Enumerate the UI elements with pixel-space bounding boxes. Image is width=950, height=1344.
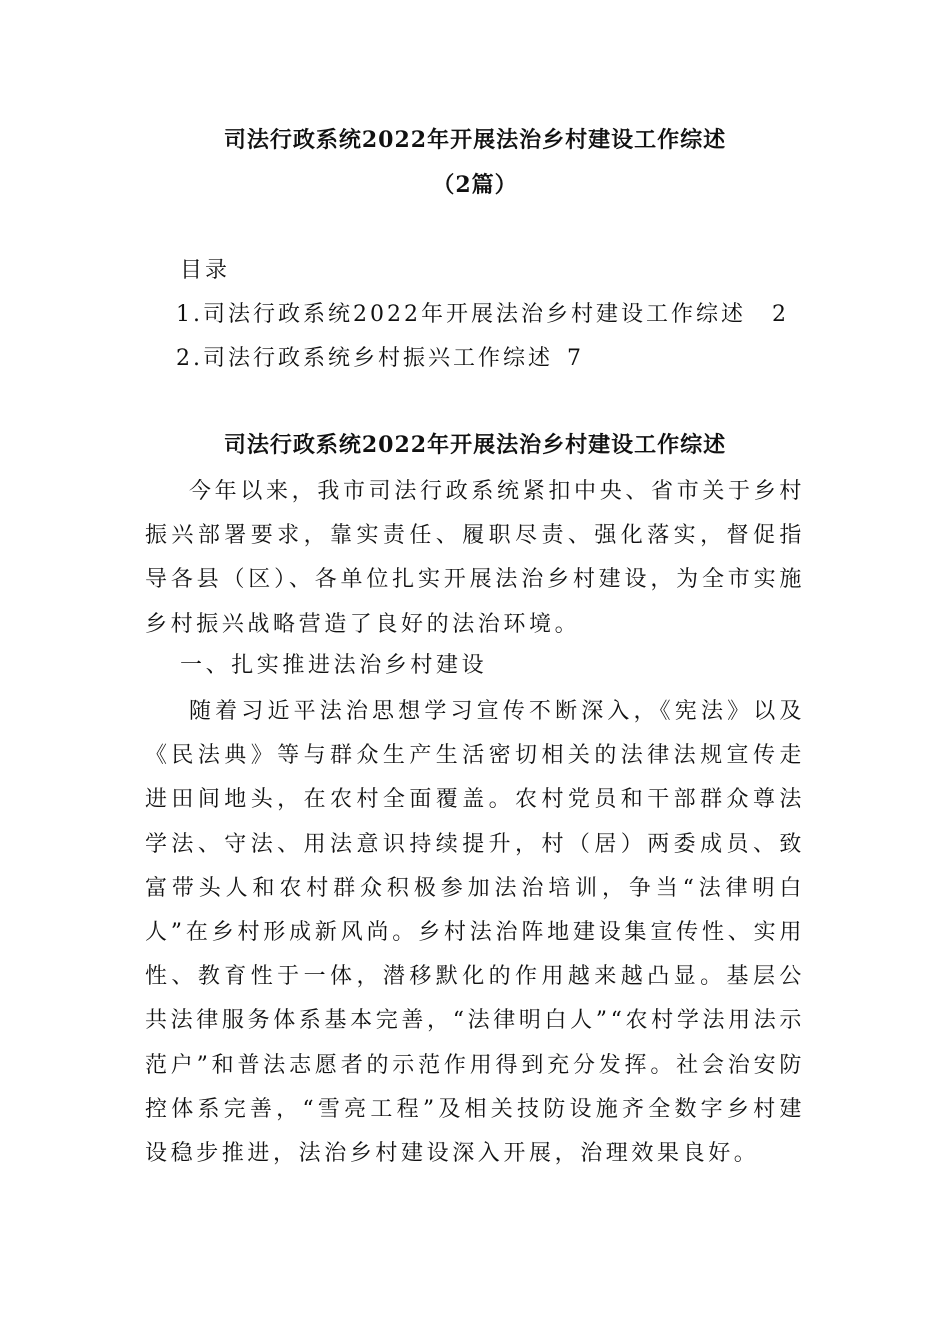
section-title: 司法行政系统2022年开展法治乡村建设工作综述 — [223, 432, 727, 458]
document-title: 司法行政系统2022年开展法治乡村建设工作综述 — [223, 127, 727, 153]
toc-item-page: 7 — [567, 346, 584, 371]
body-paragraph: 今年以来，我市司法行政系统紧扣中央、省市关于乡村振兴部署要求，靠实责任、履职尽责、强化落实，督促指导各县（区）、各单位扎实开展法治乡村建设，为全市实施乡村振兴战略营造了良好的法治环境。 — [145, 479, 805, 637]
toc-item-page: 2 — [771, 302, 789, 327]
toc-item-label: 2.司法行政系统乡村振兴工作综述 — [176, 346, 553, 371]
toc-heading: 目录 — [180, 258, 231, 283]
toc-item[interactable] — [176, 344, 584, 374]
toc-item-label: 1.司法行政系统2022年开展法治乡村建设工作综述 — [176, 302, 746, 327]
toc-item[interactable] — [176, 300, 789, 330]
section-heading: 一、扎实推进法治乡村建设 — [180, 653, 488, 678]
body-paragraph: 随着习近平法治思想学习宣传不断深入，《宪法》以及《民法典》等与群众生产生活密切相关的法律法规宣传走进田间地头，在农村全面覆盖。农村党员和干部群众尊法学法、守法、用法意识持续提升，村（居）两委成员、致富带头人和农村群众积极参加法治培训，争当“法律明白人”在乡村形成新风尚。乡村法治阵地建设集宣传性、实用性、教育性于一体，潜移默化的作用越来越凸显。基层公共法律服务体系基本完善，“法律明白人”“农村学法用法示范户”和普法志愿者的示范作用得到充分发挥。社会治安防控体系完善，“雪亮工程”及相关技防设施齐全数字乡村建设稳步推进，法治乡村建设深入开展，治理效果良好。 — [145, 699, 805, 1167]
document-subtitle: （2篇） — [432, 172, 518, 198]
